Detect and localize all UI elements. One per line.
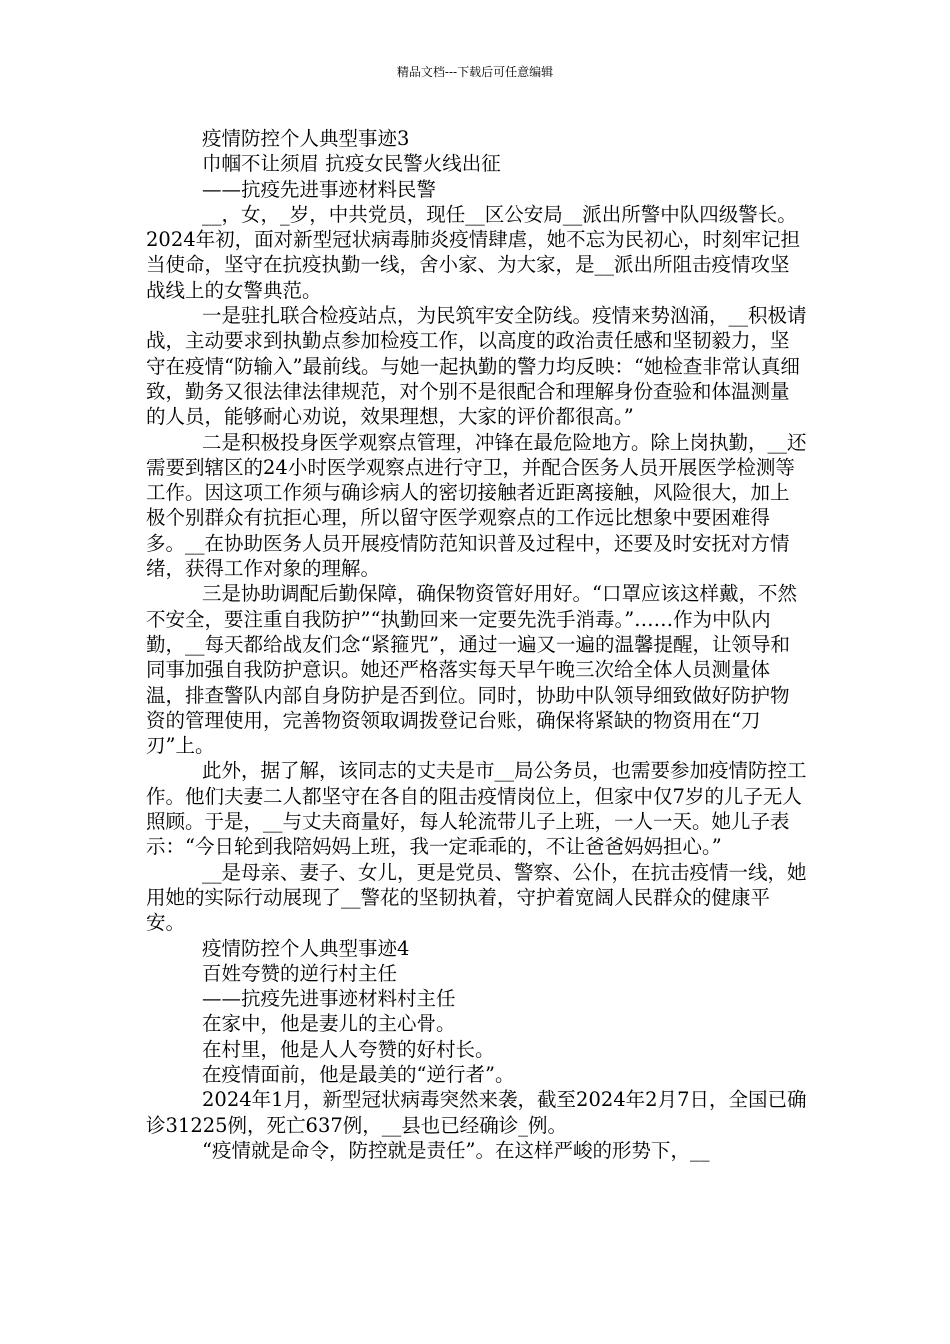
document-body: [146, 126, 808, 1163]
body-paragraph: 此外，据了解，该同志的丈夫是市__局公务员，也需要参加疫情防控工作。他们夫妻二人都坚守在各自的阻击疫情岗位上，但家中仅7岁的儿子无人照顾。于是，__与丈夫商量好，每人轮流带儿子上班，一人一天。她儿子表示：“今日轮到我陪妈妈上班，我一定乖乖的，不让爸爸妈妈担心。”: [146, 759, 807, 859]
heading-line: 在村里，他是人人夸赞的好村长。: [202, 1037, 495, 1061]
body-paragraph: 一是驻扎联合检疫站点，为民筑牢安全防线。疫情来势汹涌，__积极请战，主动要求到执勤点参加检疫工作，以高度的政治责任感和坚韧毅力，坚守在疫情“防输入”最前线。与她一起执勤的警力均反映：“她检查非常认真细致，勤务又很法律法律规范，对个别不是很配合和理解身份查验和体温测量的人员，能够耐心劝说，效果理想，大家的评价都很高。”: [146, 304, 807, 429]
heading-line: 在疫情面前，他是最美的“逆行者”。: [202, 1062, 515, 1086]
heading-line: 疫情防控个人典型事迹3: [202, 127, 410, 150]
body-paragraph: __，女，_岁，中共党员，现任__区公安局__派出所警中队四级警长。2024年初，面对新型冠状病毒肺炎疫情肆虐，她不忘为民初心，时刻牢记担当使命，坚守在抗疫执勤一线，舍小家、为大家，是__派出所阻击疫情攻坚战线上的女警典范。: [146, 202, 801, 302]
heading-line: 巾帼不让须眉 抗疫女民警火线出征: [202, 152, 501, 176]
heading-line: ——抗疫先进事迹材料民警: [202, 177, 437, 201]
body-paragraph: “疫情就是命令，防控就是责任”。在这样严峻的形势下，__: [202, 1138, 710, 1162]
heading-line: 百姓夸赞的逆行村主任: [202, 961, 398, 985]
body-paragraph: 2024年1月，新型冠状病毒突然来袭，截至2024年2月7日，全国已确诊31225例，死亡637例，__县也已经确诊_例。: [146, 1088, 807, 1137]
page-header: 精品文档---下载后可任意编辑: [396, 65, 554, 79]
body-paragraph: 二是积极投身医学观察点管理，冲锋在最危险地方。除上岗执勤，__还需要到辖区的24小时医学观察点进行守卫，并配合医务人员开展医学检测等工作。因这项工作须与确诊病人的密切接触者近距离接触，风险很大，加上极个别群众有抗拒心理，所以留守医学观察点的工作远比想象中要困难得多。__在协助医务人员开展疫情防范知识普及过程中，还要及时安抚对方情绪，获得工作对象的理解。: [146, 430, 807, 581]
heading-line: ——抗疫先进事迹材料村主任: [202, 987, 456, 1011]
heading-line: 在家中，他是妻儿的主心骨。: [202, 1012, 456, 1036]
heading-line: 疫情防控个人典型事迹4: [202, 936, 410, 960]
body-paragraph: 三是协助调配后勤保障，确保物资管好用好。“口罩应该这样戴，不然不安全，要注重自我防护”“执勤回来一定要先洗手消毒。”……作为中队内勤，__每天都给战友们念“紧箍咒”，通过一遍又一遍的温馨提醒，让领导和同事加强自我防护意识。她还严格落实每天早午晚三次给全体人员测量体温，排查警队内部自身防护是否到位。同时，协助中队领导细致做好防护物资的管理使用，完善物资领取调拨登记台账，确保将紧缺的物资用在“刀刃”上。: [146, 582, 797, 758]
body-paragraph: __是母亲、妻子、女儿，更是党员、警察、公仆，在抗击疫情一线，她用她的实际行动展现了__警花的坚韧执着，守护着宽阔人民群众的健康平安。: [146, 860, 807, 935]
